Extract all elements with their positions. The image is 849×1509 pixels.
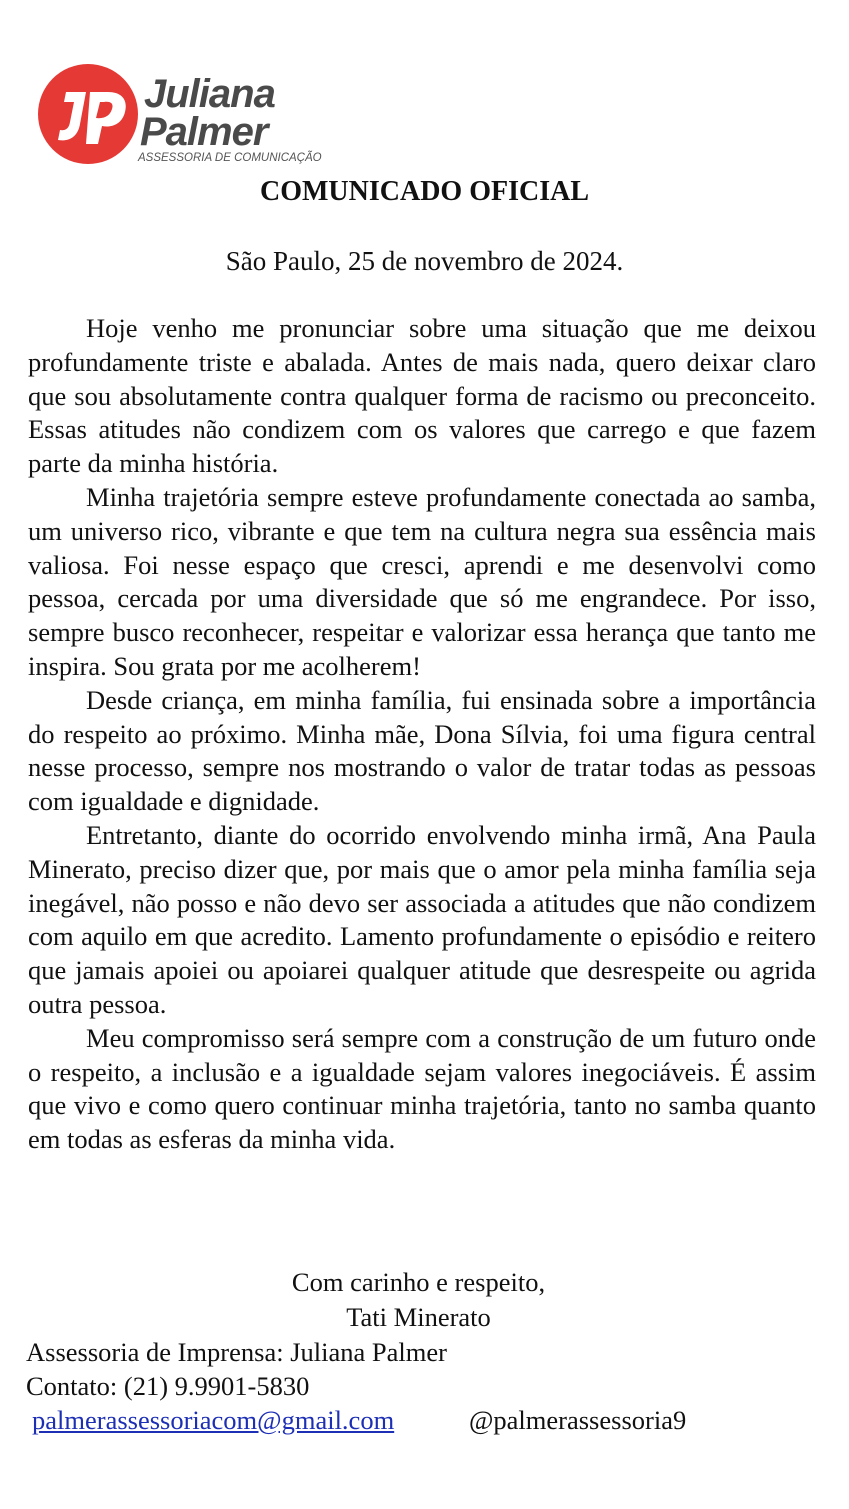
paragraph-2: Minha trajetória sempre esteve profundamente conectada ao samba, um universo rico, vibrante e que tem na cultura negra sua essência mais valiosa. Foi nesse espaço que cresci, aprendi e me desenvolvi como pessoa, cercada por uma diversidade que só me engrandece. Por isso, sempre busco reconhecer, respeitar e valorizar essa herança que tanto me inspira. Sou grata por me acolherem! [28,481,816,681]
document-date: São Paulo, 25 de novembro de 2024. [225,246,624,276]
paragraph-1: Hoje venho me pronunciar sobre uma situação que me deixou profundamente triste e abalada. Antes de mais nada, quero deixar claro que sou absolutamente contra qualquer forma de racismo ou preconceito. Essas atitudes não condizem com os valores que carrego e que fazem parte da minha história. [28,313,816,479]
email-link[interactable]: palmerassessoriacom@gmail.com [32,1405,395,1435]
jp-monogram-logo [36,62,140,166]
paragraph-5: Meu compromisso será sempre com a construção de um futuro onde o respeito, a inclusão e a igualdade sejam valores inegociáveis. É assim que vivo e como quero continuar minha trajetória, tanto no samba quanto em todas as esferas da minha vida. [28,1022,816,1155]
phone-contact: Contato: (21) 9.9901-5830 [26,1371,310,1401]
social-handle: @palmerassessoria9 [469,1405,687,1435]
paragraph-4: Entretanto, diante do ocorrido envolvendo minha irmã, Ana Paula Minerato, preciso dizer que, por mais que o amor pela minha família seja inegável, não posso e não devo ser associada a atitudes que não condizem com aquilo em que acredito. Lamento profundamente o episódio e reitero que jamais apoiei ou apoiarei qualquer atitude que desrespeite ou agrida outra pessoa. [28,819,816,1019]
signature-name: Tati Minerato [346,1302,491,1332]
document-body [28,312,816,1157]
paragraph-3: Desde criança, em minha família, fui ensinada sobre a importância do respeito ao próximo. Minha mãe, Dona Sílvia, foi uma figura central nesse processo, sempre nos mostrando o valor de tratar todas as pessoas com igualdade e dignidade. [28,684,816,817]
logo-name-last: Palmer [140,110,268,154]
logo-name-first: Juliana [144,72,275,116]
press-contact: Assessoria de Imprensa: Juliana Palmer [26,1337,447,1367]
closing-salutation: Com carinho e respeito, [291,1267,546,1297]
logo [36,62,326,172]
logo-subtitle: ASSESSORIA DE COMUNICAÇÃO [138,152,322,164]
document-title: COMUNICADO OFICIAL [260,176,589,207]
